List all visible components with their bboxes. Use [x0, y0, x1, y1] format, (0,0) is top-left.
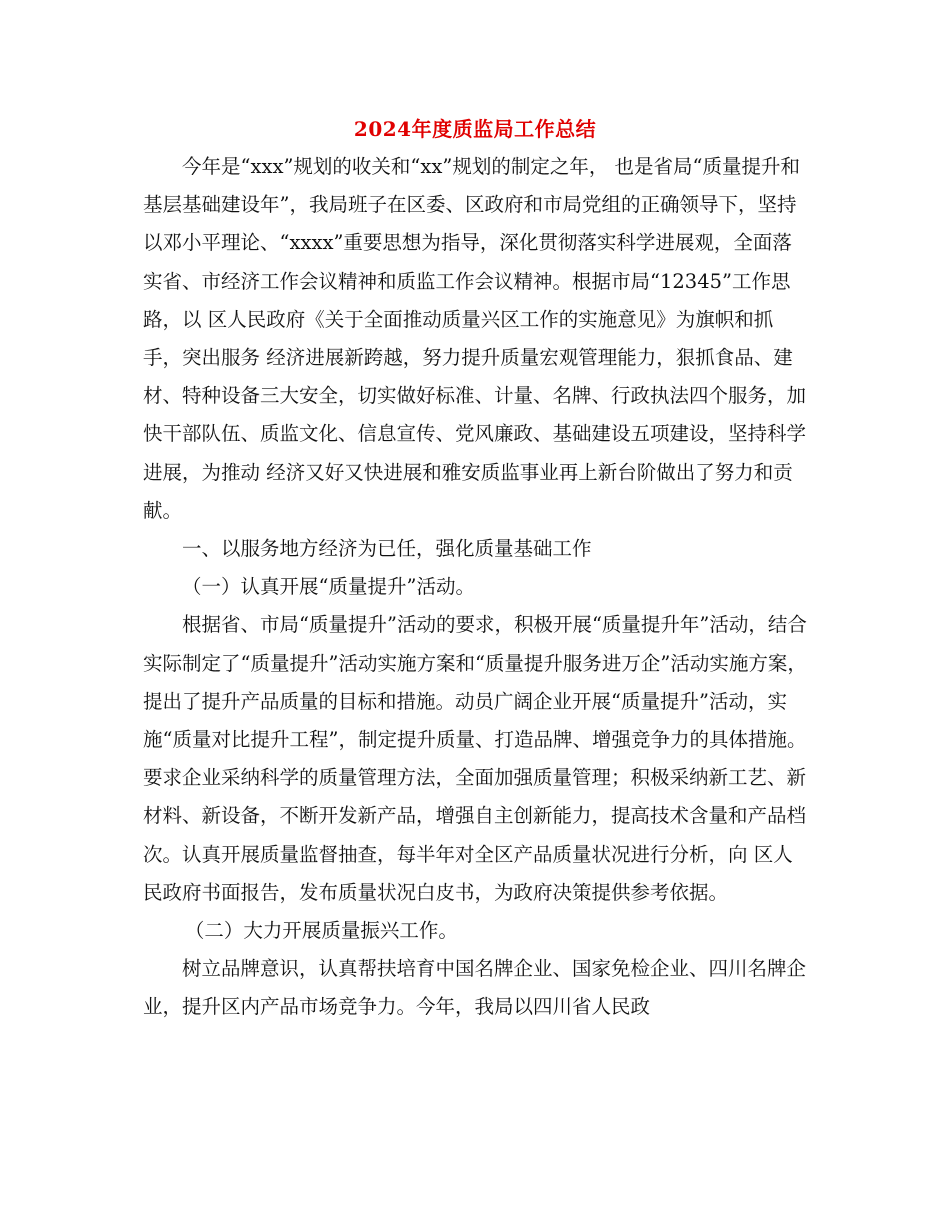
- paragraph-brand-awareness: 树立品牌意识，认真帮扶培育中国名牌企业、国家免检企业、四川名牌企业，提升区内产品市场竞争力。今年，我局以四川省人民政: [143, 957, 807, 1019]
- document-body: [143, 148, 808, 1027]
- document-title: 2024年度质监局工作总结: [353, 117, 597, 141]
- paragraph-quality-improvement: 根据省、市局“质量提升”活动的要求，积极开展“质量提升年”活动，结合实际制定了“质量提升”活动实施方案和“质量提升服务进万企”活动实施方案，提出了提升产品质量的目标和措施。动员广阔企业开展“质量提升”活动，实施“质量对比提升工程”，制定提升质量、打造品牌、增强竞争力的具体措施。要求企业采纳科学的质量管理方法，全面加强质量管理；积极采纳新工艺、新材料、新设备，不断开发新产品，增强自主创新能力，提高技术含量和产品档次。认真开展质量监督抽查，每半年对全区产品质量状况进行分析，向 区人民政府书面报告，发布质量状况白皮书，为政府决策提供参考依据。: [143, 613, 807, 904]
- section-heading-1: 一、以服务地方经济为已任，强化质量基础工作: [182, 537, 592, 561]
- paragraph-intro: 今年是“xxx”规划的收关和“xx”规划的制定之年， 也是省局“质量提升和基层基础建设年”，我局班子在区委、区政府和市局党组的正确领导下，坚持以邓小平理论、“xxxx”重要思想为指导，深化贯彻落实科学进展观，全面落实省、市经济工作会议精神和质监工作会议精神。根据市局“12345”工作思路，以 区人民政府《关于全面推动质量兴区工作的实施意见》为旗帜和抓手，突出服务 经济进展新跨越，努力提升质量宏观管理能力，狠抓食品、建材、特种设备三大安全，切实做好标准、计量、名牌、行政执法四个服务，加快干部队伍、质监文化、信息宣传、党风廉政、基础建设五项建设，坚持科学进展，为推动 经济又好又快进展和雅安质监事业再上新台阶做出了努力和贡献。: [143, 155, 807, 522]
- subsection-heading-1: （一）认真开展“质量提升”活动。: [182, 575, 475, 599]
- subsection-heading-2: （二）大力开展质量振兴工作。: [184, 919, 458, 943]
